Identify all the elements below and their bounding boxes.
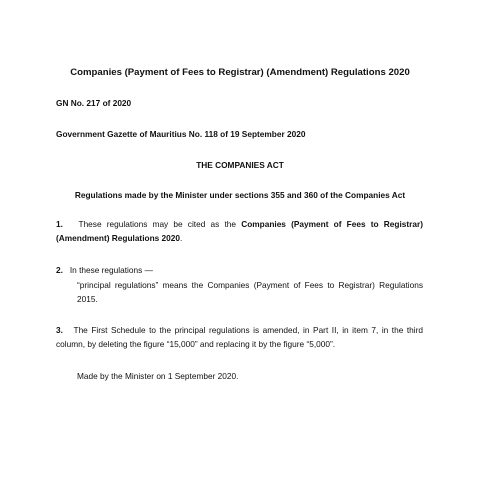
section-1-title-part2: (Amendment) Regulations 2020 [56,233,181,243]
section-3-number: 3. [56,325,63,335]
regulations-heading: Regulations made by the Minister under sections 355 and 360 of the Companies Act [74,190,406,200]
section-2-definition-line1: “principal regulations” means the Companies (Payment of Fees to Registrar) Regulations [77,280,423,290]
document-title: Companies (Payment of Fees to Registrar) (Amendment) Regulations 2020 [70,67,410,78]
section-1-title-part1: Companies (Payment of Fees to Registrar) [241,219,423,229]
section-3 [56,323,423,351]
section-3-line1: The First Schedule to the principal regulations is amended, in Part II, in item 7, in the third [73,325,423,335]
section-1-number: 1. [56,219,63,229]
section-2-intro: In these regulations — [69,265,153,275]
section-1 [56,217,423,245]
section-1-text-end: . [180,233,183,243]
section-1-text: These regulations may be cited as the [78,219,242,229]
made-by-statement: Made by the Minister on 1 September 2020. [77,371,239,381]
gazette-reference: Government Gazette of Mauritius No. 118 of 19 September 2020 [56,129,306,139]
section-2-intro-line [56,263,153,277]
section-2-definition-line2: 2015. [77,294,98,304]
section-2-number: 2. [56,265,63,275]
section-3-line2: column, by deleting the figure “15,000” and replacing it by the figure “5,000”. [56,339,336,349]
act-heading: THE COMPANIES ACT [196,160,284,170]
section-2-definition [77,278,423,306]
gn-number: GN No. 217 of 2020 [56,98,132,108]
